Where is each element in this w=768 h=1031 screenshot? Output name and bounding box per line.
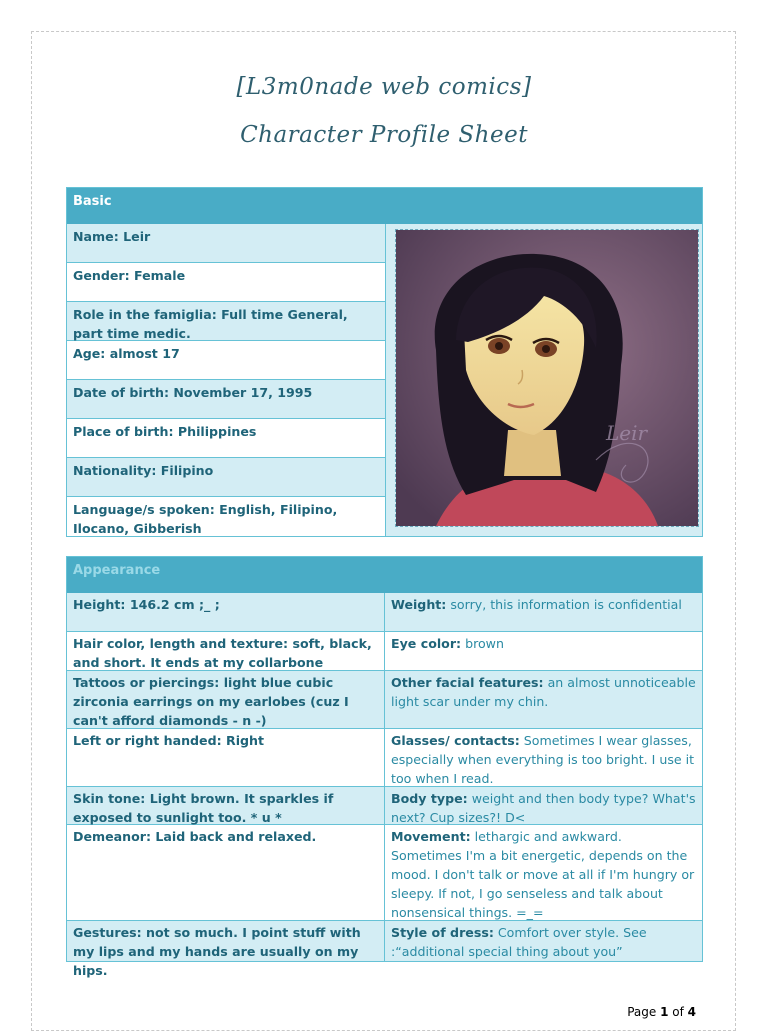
basic-fields (67, 224, 385, 536)
portrait-signature: Leir (606, 421, 648, 445)
table-row (67, 921, 702, 978)
field-skin-tone: Skin tone: Light brown. It sparkles if exposed to sunlight too. * u * (67, 787, 385, 824)
document-title: [L3m0nade web comics] (236, 74, 532, 100)
basic-table (66, 187, 703, 537)
document-subtitle: Character Profile Sheet (240, 122, 528, 148)
field-handedness: Left or right handed: Right (67, 729, 385, 786)
field-facial-features: Other facial features: an almost unnoticeable light scar under my chin. (391, 675, 696, 709)
basic-header: Basic (67, 188, 702, 224)
field-tattoos: Tattoos or piercings: light blue cubic zirconia earrings on my earlobes (cuz I can't afford diamonds - n -) (67, 671, 385, 728)
field-style-of-dress: Style of dress: Comfort over style. See :“additional special thing about you” (391, 925, 647, 959)
appearance-header: Appearance (67, 557, 702, 593)
field-place-of-birth: Place of birth: Philippines (67, 419, 385, 458)
field-height: Height: 146.2 cm ;_ ; (67, 593, 385, 631)
field-body-type: Body type: weight and then body type? What's next? Cup sizes?! D< (391, 791, 696, 825)
appearance-table (66, 556, 703, 978)
table-row (67, 729, 702, 787)
field-languages: Language/s spoken: English, Filipino, Ilocano, Gibberish (67, 497, 385, 536)
field-hair: Hair color, length and texture: soft, black, and short. It ends at my collarbone (67, 632, 385, 670)
field-gestures: Gestures: not so much. I point stuff with my lips and my hands are usually on my hips. (67, 921, 385, 961)
field-name: Name: Leir (67, 224, 385, 263)
field-weight: Weight: sorry, this information is confidential (391, 597, 682, 612)
table-row (67, 787, 702, 825)
field-role: Role in the famiglia: Full time General, part time medic. (67, 302, 385, 341)
page-number: Page 1 of 4 (627, 1005, 696, 1019)
table-row (67, 671, 702, 729)
field-nationality: Nationality: Filipino (67, 458, 385, 497)
character-portrait (395, 229, 699, 527)
portrait-cell (385, 224, 702, 536)
table-row (67, 825, 702, 921)
table-row (67, 632, 702, 671)
field-date-of-birth: Date of birth: November 17, 1995 (67, 380, 385, 419)
field-glasses: Glasses/ contacts: Sometimes I wear glasses, especially when everything is too bright. I use it too when I read. (391, 733, 695, 786)
field-demeanor: Demeanor: Laid back and relaxed. (67, 825, 385, 920)
field-eye-color: Eye color: brown (391, 636, 504, 651)
field-gender: Gender: Female (67, 263, 385, 302)
field-movement: Movement: lethargic and awkward. Sometimes I'm a bit energetic, depends on the mood. I don't talk or move at all if I'm hungry or sleepy. If not, I go senseless and talk about nonsensical things. =_= (391, 829, 695, 920)
field-age: Age: almost 17 (67, 341, 385, 380)
table-row (67, 593, 702, 632)
